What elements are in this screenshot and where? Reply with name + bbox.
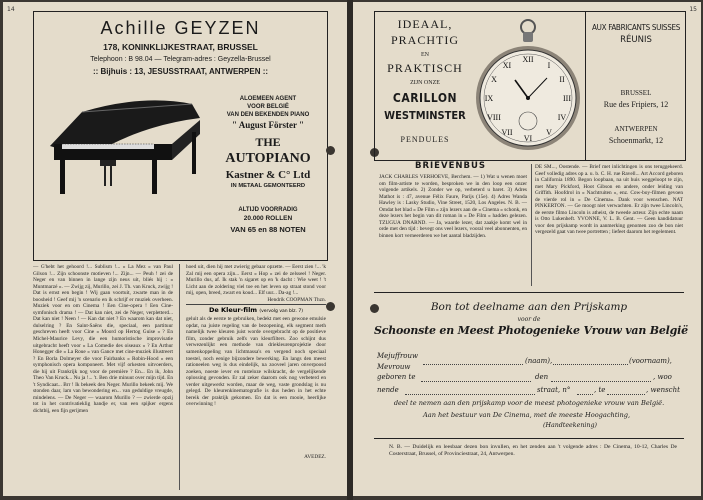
field-label-nende: nende [377,386,399,394]
ad-telephone: Telephoon : B 98.04 — Telegram-adres : Geyzella-Brussel [90,56,271,63]
field-label-mevrouw: Mevrouw [377,363,411,371]
watch-ad-line-2: PRACHTIG [390,33,459,47]
shop-name-2: RÉUNIS [620,35,652,45]
field-line-birthplace[interactable] [421,381,531,382]
watch-ad [374,11,686,161]
film-heading-rule [186,304,326,305]
article-column-1: — G'hebt het gehoord !... Sublism !... « La Mez » van Paul Gilson !... Zijn schoonste motieven !... Zijn... — Peuh ! zei de Neger en van binnen in lange zijn neus uit, bliés hij : « Muntmarzé ». — Zwijg zij, Murillo, zei J. Th. van Kruck, zwijg ! Dat is ernst een begin ! Wij gaan voortuit, zwarte man in de boosheid ! Geef mij 'n scenario en ik schrijf er muziek overheen. Muziek voor en om Cinema ! Een Cine-opera ! Een Cine-symfonisch drama ! — Dat kan niet, zei de Neger, verpletterd... Dat kan niet ! Neen ! — Kan dat niet ? En waarom kan dat niet, dulselring ? En Saint-Saëns die, speciaal, een partituur geschreven heeft voor Cine « Moord op Hertog Guise » ? En Michel-Maurice Levy, die een humoristische improvisatie uitgebracht heeft voor « La Comedie des oiseaux » ? En Arthur Honegger die « La Roue » van Gance met cine-muziek illustreert ? En Borla Dolmeyer die voor Fairbanks « Robin-Hood » een symphonisch opera komponeert. Met vijf orkesten uitvoerders, die hij uit Frankrijk nog voor de première ? En... En ik, John Theo Van Kruck... Nu ja !... 't. Ben drie minuut over mijn tijd. En 't Syndicaat... Brr ! Ik bekeek den Neger. Murillo bekeek mij. We stonden daar, lam van bewondering en... van geduldige vreugde, mindelens. — De Neger — waarom Murillo ? — zwierde opzij tot in het contrivatieklig handje er, van een spijker ergens dichtbij, een fijn gerijmen [33,264,173,415]
col2-signature: Hendrik COOPMAN Thzn. [267,296,326,303]
ad-autopiano: AUTOPIANO [225,151,311,166]
watch-brand-2: WESTMINSTER [384,109,466,122]
coupon-line-2: Aan het bestuur van De Cinema, met de meeste Hoogachting, [423,411,631,419]
svg-text:IX: IX [484,94,494,103]
ad-gemonteerd: IN METAAL GEMONTEERD [230,183,306,189]
film-heading-sub: (vervolg van blz. 7) [259,309,303,315]
ad-stock-1: ALTIJD VOORRADIG [238,207,298,213]
coupon-line-1: deel te nemen aan den prijskamp voor de meest photogenieke vrouw van België. [393,399,665,407]
left-binding-hole-bottom [326,302,335,311]
field-label-te: , te [594,386,606,394]
watch-ad-line-3: EN [421,52,429,58]
film-heading-title: De Kleur-film [208,306,258,315]
field-label-mejuffrouw: Mejuffrouw [377,352,419,360]
shop-address-1: Rue des Fripiers, 12 [603,100,669,109]
svg-text:XII: XII [522,55,534,64]
ad-stock-2: 20.000 ROLLEN [243,215,293,222]
svg-text:VIII: VIII [487,113,501,122]
field-label-woo: , woo [653,373,672,381]
ad-agent-1: ALOEMEEN AGENT [239,96,297,102]
svg-text:VI: VI [523,134,533,143]
watch-ad-line-5: ZIJN ONZE [410,80,440,86]
article-column-2 [186,264,326,494]
field-line-number[interactable] [577,394,593,395]
watch-ad-divider [585,12,586,160]
coupon-title: Bon tot deelname aan den Prijskamp [430,301,628,313]
svg-text:II: II [559,75,565,84]
field-label-wenscht: , wenscht [646,386,680,394]
col2-top-text: hoed uit, dien hij met zwierig gebaar opzette. — Eerst zien !... 'k Zal mij een opera zijn... Eerst « Hop » zei de zelsseel ! Neger. Murillo dus, af. Ik stak 'n sigaret op en 'k dacht : Wie weet ! 't Licht aan de zoldering viel toe en het leven op straat stond voor mij, open, breed, zwart en koud... Elf uur... Da-ag !... [186,264,326,297]
ad-branch: :: Bijhuis : 13, JESUSSTRAAT, ANTWERPEN :: [92,67,269,76]
svg-text:XI: XI [502,61,512,70]
svg-text:V: V [546,128,552,137]
svg-text:X: X [491,75,497,84]
col2-signature-2: AVEDEZ. [304,454,326,461]
mailbox-column-2: DE SM..., Oostende. — Brief met inlichtingen is ons teruggekeerd. Geef volledig adres op a. u. b. C. H. rue Ravell... Art Accord geboren in California 1890. Begon loopbaan, na uit huis weggeloopt te zijn, met Mary Pickford, Hoot Gibson en andere, onder leiding van Griffith. Hoofdrol in « Nachtruiten », enz. Cow-boy-filmen gevoen de vierde rol in « De Cinema». Dank voor wenschen. NAT PINKERTON. — Ge moogt niet verwachten. Er zijn twee Lincoln's, de eerste filmo Lincoln is atheist, de tweede acteur. Zijn echte naam is Otto Lukenheft. YVONNE, V. L. B. Gent. — Geen kandidatuur voor den prijskamp wordt in aanmerking genomen zoo de bon niet vergezeld gaat van twee portretten ; liefeet daarom het regelement. [535,164,683,236]
right-page [353,2,701,496]
field-line-city[interactable] [607,394,645,395]
coupon-voor-de: voor de [517,316,541,323]
coupon-signature-label: (Handteekening) [543,422,597,429]
ad-piano-brand: " August Förster " [231,120,305,130]
coupon-subtitle: Schoonste en Meest Photogenieke Vrouw van België [374,324,688,337]
coupon-top-rule [374,292,684,293]
shop-name-1: AUX FABRICANTS SUISSES [592,23,680,32]
col2-body: geluit als de eerste te gebruiken, bedekt met een gewone emulsie opdat, na juiste regeling van de bezopening, elk segment meth namelijk twee kleuren juist worde overgebracht op de positieve film, zonder gebruik zelfs van kleurfilters. Zoo schijnt dus verwezenlijkt een methode van driekleurenprojektie door samenkoppeling van lichtmassa's en vergend noch speciaal toestel, noch eenige bijzondere bewerking. En langs den meest rationeelen weg is dus eindelijk, na zooveel jaren onverpoosd zoeken, noeste iever en rusteloze wilskracht, de vergelijkende oplossing gevonden. Er zal zeker daarom ook nog verbeterd en verder uitgewerkt worden, maar de weg, vaste grondslag is nu gelegd. De kleurenkinematografie is dus heden in het echte bereik der praktijk gekomen. En dat is een mooie, heerlijke overwinning ! [186,316,326,408]
left-binding-hole-top [326,146,335,155]
ad-stock-3: VAN 65 en 88 NOTEN [230,225,306,234]
field-label-den: den [535,373,549,381]
field-label-straat: straat, n° [537,386,571,394]
svg-text:I: I [547,61,551,70]
field-line-birthdate[interactable] [551,381,651,382]
ad-agent-3: VAN DEN BEKENDEN PIANO [226,112,310,118]
page-number-left: 14 [7,6,15,13]
field-label-geboren: geboren te [377,373,416,381]
shop-address-2: Schoenmarkt, 12 [608,136,664,145]
mailbox-column-1: JACK CHARLES VERHOEVE, Berchem. — 1) Wat u wenen moet om film-artiste te worden, besproken we in den loop een onzer volgende artikels. 2) Zonder we op, verbeterd u baret. 3) Adres Mathot is : 47, avenue Félix Faure, Parijs (15e). 4) Adres Wanda Hawley is : Lasky Studio, Vine Street, 1520, Los Angeles. N. B. — Omdat het blad « De Film » zijn lezers aan de « Cinema » schonk, en deze lezers het begin van dit roman in « De Film » hadden gelezen. TZUGUA DNARND. — Ja, waarde lezer, dat zaakje komt wel in orde met den tijd : bevegt ons veel lezers, vooral veel abonnenten, en binnen kort verneerderen we het aantal bladzijden. [379,174,527,239]
field-line-firstname[interactable] [553,364,628,365]
page-number-right: 15 [689,6,697,13]
ad-address: 178, KONINKLIJKESTRAAT, BRUSSEL [103,42,258,52]
column-rule [179,264,180,490]
field-line-street[interactable] [405,394,535,395]
mailbox-column-rule [531,164,532,286]
field-label-voornaam: (voornaam), [629,357,672,365]
shop-city-2: ANTWERPEN [614,125,658,133]
mailbox-heading: BRIEVENBUS [415,161,486,171]
geyzen-ad [33,11,328,261]
left-page [3,2,347,496]
film-heading [186,306,326,316]
field-line-name[interactable] [423,364,523,365]
pocket-watch-illustration [473,18,583,156]
shop-city-1: BRUSSEL [620,89,652,97]
grand-piano-illustration [42,84,212,204]
watch-ad-line-1: IDEAAL, [397,17,453,31]
svg-text:IV: IV [557,113,567,122]
ad-kastner: Kastner & C° Ltd [225,169,311,181]
ad-brand: Achille GEYZEN [100,18,261,38]
ad-the: THE [255,135,281,149]
field-label-naam: (naam), [525,357,553,365]
coupon-nb: N. B. — Duidelijk en leesbaar dezen bon invullen, en het zenden aan 't volgende adres : De Cinema, 10-12, Charles De Costerstraat, Brussel, of Provinciestraat, 24, Antwerpen. [389,444,677,457]
ad-agent-2: VOOR BELGIË [247,104,289,110]
watch-brand-1: CARILLON [392,91,458,105]
svg-text:III: III [563,94,571,103]
watch-pendules: PENDULES [400,135,450,144]
svg-text:VII: VII [501,128,513,137]
watch-ad-line-4: PRAKTISCH [387,61,463,75]
coupon-bottom-rule [374,438,684,439]
